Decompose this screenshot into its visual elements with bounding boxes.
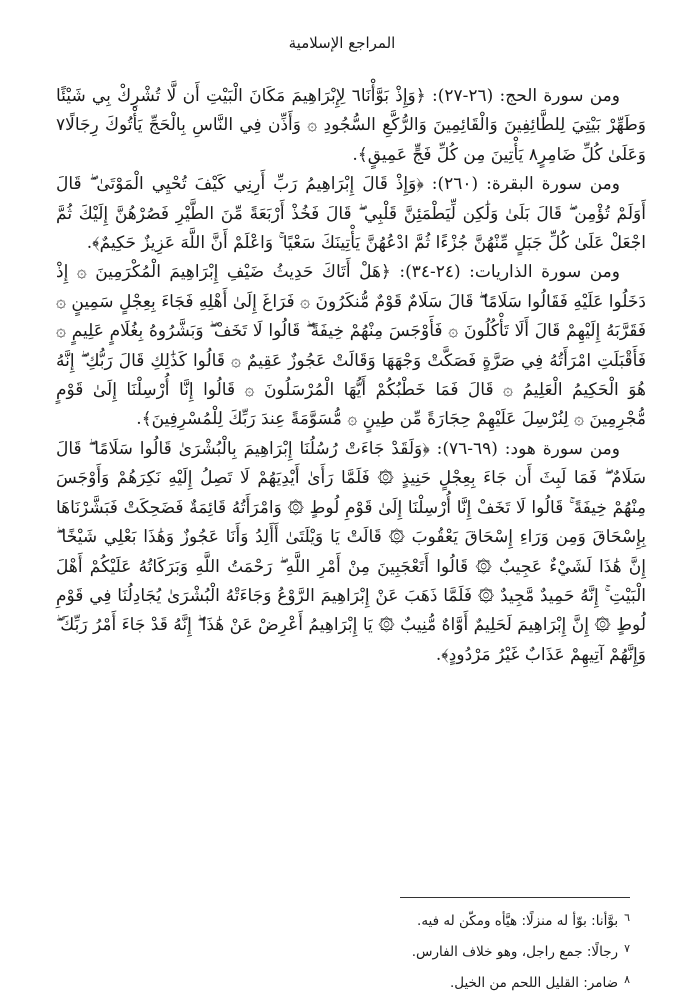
- verse-text: ﴿وَإِذْ قَالَ إِبْرَاهِيمُ رَبِّ أَرِنِي كَيْفَ تُحْيِي الْمَوْتَىٰ ۖ قَالَ أَوَلَمْ تُؤْمِن ۖ قَالَ بَلَىٰ وَلَٰكِن لِّيَطْمَئِنَّ قَلْبِي ۖ قَالَ فَخُذْ أَرْبَعَةً مِّنَ الطَّيْرِ فَصُرْهُنَّ إِلَيْكَ ثُمَّ اجْعَلْ عَلَىٰ كُلِّ جَبَلٍ مِّنْهُنَّ جُزْءًا ثُمَّ ادْعُهُنَّ يَأْتِينَكَ سَعْيًا ۚ وَاعْلَمْ أَنَّ اللَّهَ عَزِيزٌ حَكِيمٌ﴾.: [56, 174, 646, 254]
- passage-dhariyat: [56, 258, 646, 434]
- footnote-text: رجالًا: جمع راجل، وهو خلاف الفارس.: [411, 944, 619, 960]
- verse-text: ﴿هَلْ أَتَاكَ حَدِيثُ ضَيْفِ إِبْرَاهِيمَ الْمُكْرَمِينَ ۞ إِذْ دَخَلُوا عَلَيْهِ فَقَالُوا سَلَامًا ۖ قَالَ سَلَامٌ قَوْمٌ مُّنكَرُونَ ۞ فَرَاغَ إِلَىٰ أَهْلِهِ فَجَاءَ بِعِجْلٍ سَمِينٍ ۞ فَقَرَّبَهُ إِلَيْهِمْ قَالَ أَلَا تَأْكُلُونَ ۞ فَأَوْجَسَ مِنْهُمْ خِيفَةً ۖ قَالُوا لَا تَخَفْ ۖ وَبَشَّرُوهُ بِغُلَامٍ عَلِيمٍ ۞ فَأَقْبَلَتِ امْرَأَتُهُ فِي صَرَّةٍ فَصَكَّتْ وَجْهَهَا وَقَالَتْ عَجُوزٌ عَقِيمٌ ۞ قَالُوا كَذَٰلِكِ قَالَ رَبُّكِ ۖ إِنَّهُ هُوَ الْحَكِيمُ الْعَلِيمُ ۞ قَالَ فَمَا خَطْبُكُمْ أَيُّهَا الْمُرْسَلُونَ ۞ قَالُوا إِنَّا أُرْسِلْنَا إِلَىٰ قَوْمٍ مُّجْرِمِينَ ۞ لِنُرْسِلَ عَلَيْهِمْ حِجَارَةً مِّن طِينٍ ۞ مُّسَوَّمَةً عِندَ رَبِّكَ لِلْمُسْرِفِينَ﴾.: [56, 262, 646, 430]
- passage-intro: ومن سورة البقرة: (٢٦٠):: [431, 174, 620, 195]
- footnote-number: ٦: [624, 911, 630, 924]
- body-text: [56, 82, 646, 670]
- passage-intro: ومن سورة الذاريات: (٢٤-٣٤):: [399, 262, 620, 283]
- running-header: المراجع الإسلامية: [288, 34, 396, 52]
- footnotes: [50, 904, 630, 997]
- passage-hajj: [56, 82, 646, 170]
- passage-intro: ومن سورة هود: (٦٩-٧٦):: [436, 438, 621, 459]
- passage-baqarah: [56, 170, 646, 258]
- footnote-text: بوَّأنا: بوّأ له منزلًا: هيَّأه ومكّن له فيه.: [417, 913, 619, 929]
- passage-intro: ومن سورة الحج: (٢٦-٢٧):: [431, 86, 620, 106]
- footnote-item: [50, 935, 630, 966]
- footnote-item: [50, 966, 630, 997]
- footnote-text: ضامر: القليل اللحم من الخيل.: [449, 975, 619, 991]
- verse-text: ﴿وَلَقَدْ جَاءَتْ رُسُلُنَا إِبْرَاهِيمَ بِالْبُشْرَىٰ قَالُوا سَلَامًا ۖ قَالَ سَلَامٌ ۖ فَمَا لَبِثَ أَن جَاءَ بِعِجْلٍ حَنِيذٍ ۞ فَلَمَّا رَأَىٰ أَيْدِيَهُمْ لَا تَصِلُ إِلَيْهِ نَكِرَهُمْ وَأَوْجَسَ مِنْهُمْ خِيفَةً ۚ قَالُوا لَا تَخَفْ إِنَّا أُرْسِلْنَا إِلَىٰ قَوْمِ لُوطٍ ۞ وَامْرَأَتُهُ قَائِمَةٌ فَضَحِكَتْ فَبَشَّرْنَاهَا بِإِسْحَاقَ وَمِن وَرَاءِ إِسْحَاقَ يَعْقُوبَ ۞ قَالَتْ يَا وَيْلَتَىٰ أَأَلِدُ وَأَنَا عَجُوزٌ وَهَٰذَا بَعْلِي شَيْخًا ۖ إِنَّ هَٰذَا لَشَيْءٌ عَجِيبٌ ۞ قَالُوا أَتَعْجَبِينَ مِنْ أَمْرِ اللَّهِ ۖ رَحْمَتُ اللَّهِ وَبَرَكَاتُهُ عَلَيْكُمْ أَهْلَ الْبَيْتِ ۚ إِنَّهُ حَمِيدٌ مَّجِيدٌ ۞ فَلَمَّا ذَهَبَ عَنْ إِبْرَاهِيمَ الرَّوْعُ وَجَاءَتْهُ الْبُشْرَىٰ يُجَادِلُنَا فِي قَوْمِ لُوطٍ ۞ إِنَّ إِبْرَاهِيمَ لَحَلِيمٌ أَوَّاهٌ مُّنِيبٌ ۞ يَا إِبْرَاهِيمُ أَعْرِضْ عَنْ هَٰذَا ۖ إِنَّهُ قَدْ جَاءَ أَمْرُ رَبِّكَ ۖ وَإِنَّهُمْ آتِيهِمْ عَذَابٌ غَيْرُ مَرْدُودٍ﴾.: [56, 438, 646, 665]
- verse-text: ﴿وَإِذْ بَوَّأْنَا٦ لِإِبْرَاهِيمَ مَكَانَ الْبَيْتِ أَن لَّا تُشْرِكْ بِي شَيْئًا وَطَهِّرْ بَيْتِيَ لِلطَّائِفِينَ وَالْقَائِمِينَ وَالرُّكَّعِ السُّجُودِ ۞ وَأَذِّن فِي النَّاسِ بِالْحَجِّ يَأْتُوكَ رِجَالًا٧ وَعَلَىٰ كُلِّ ضَامِرٍ٨ يَأْتِينَ مِن كُلِّ فَجٍّ عَمِيقٍ﴾.: [56, 86, 646, 165]
- footnote-item: [50, 904, 630, 935]
- footnote-number: ٨: [624, 973, 630, 986]
- footnote-number: ٧: [624, 942, 630, 955]
- passage-hud: [56, 435, 646, 670]
- footnote-divider: [400, 897, 630, 898]
